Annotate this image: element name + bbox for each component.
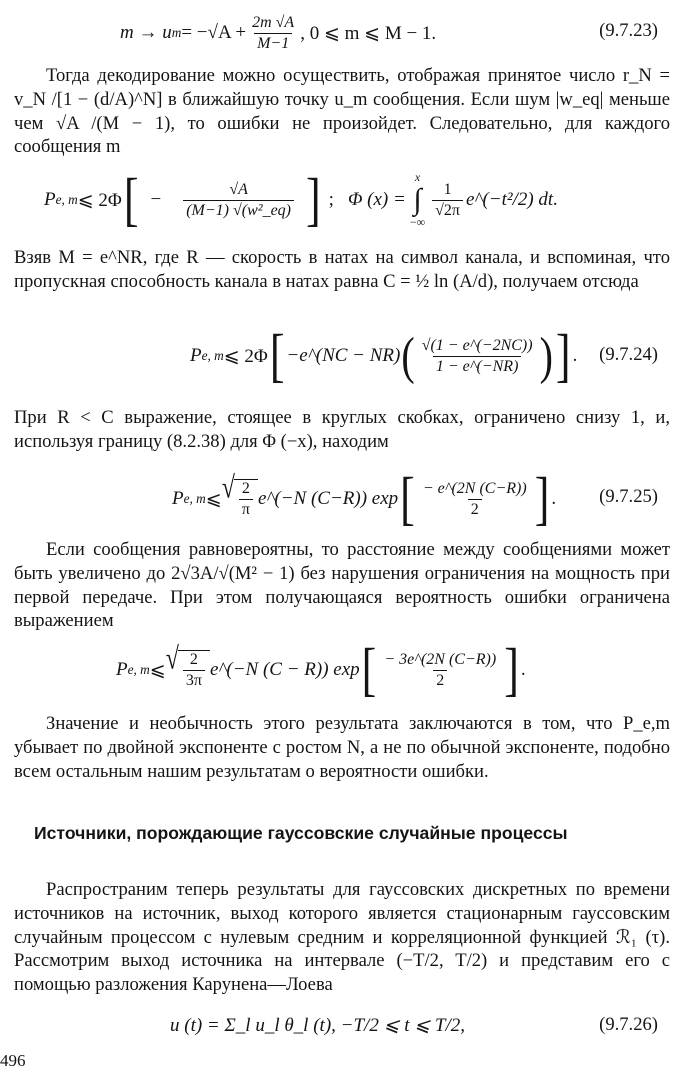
integrand-fraction <box>432 181 463 220</box>
fraction-denominator: π <box>239 499 253 519</box>
eq-lhs: P <box>190 345 202 366</box>
root-fraction <box>183 651 205 690</box>
equation-number: (9.7.24) <box>599 344 658 365</box>
paragraph-rate-capacity: Взяв M = e^NR, где R — скорость в натах на символ канала, и вспоминая, что пропускная способность канала в натах равна C = ½ ln (A/d), получаем отсюда <box>14 247 670 292</box>
fraction-numerator: 2 <box>241 480 250 497</box>
eq-rel: ⩽ <box>205 488 222 510</box>
integral <box>410 170 425 230</box>
eq-lhs: P <box>116 659 128 680</box>
paragraph-gaussian-sources: Распространим теперь результаты для гауссовских дискретных по времени источников на источник, выход которого является стационарным гауссовским случайным процессом с нулевым средним и корреляционной функцией ℛ₁ (τ). Рассмотрим выход источника на интервале (−T/2, T/2) и представим его с помощью разложения Карунена—Лоева <box>14 879 670 996</box>
equation-body: u (t) = Σ_l u_l θ_l (t), −T/2 ⩽ t ⩽ T/2, <box>170 1015 466 1036</box>
left-paren: ( <box>401 326 415 385</box>
eq-tail: . <box>551 488 557 509</box>
paragraph-bound-below: При R < C выражение, стоящее в круглых скобках, ограничено снизу 1, и, используя границу (8.2.38) для Φ (−x), находим <box>14 407 670 452</box>
fraction <box>183 181 294 220</box>
equation-number: (9.7.23) <box>599 20 658 41</box>
equation-9-7-25: P e, m ⩽ √ $\frac{2}{\pi}$ e^(−N (C−R)) exp [ $\frac{- e\^{}(2N (C-R))}{2}$ ] . (9.7.25) <box>172 465 658 532</box>
eq-range: , 0 ⩽ m ⩽ M − 1. <box>300 22 437 44</box>
paragraph-equiprobable: Если сообщения равновероятны, то расстояние между сообщениями может быть увеличено до 2√3A/√(M² − 1) без нарушения ограничения на мощность при первой передаче. При этом получающаяся вероятность ошибки ограничена выражением <box>14 539 670 632</box>
fraction-numerator: √(1 − e^(−2NC)) <box>421 336 533 354</box>
right-bracket: ] <box>504 636 519 703</box>
equation-9-7-23: m → u m = −√A + $\frac{2m √A}{M-1}$ , 0 ⩽ m ⩽ M − 1. (9.7.23) <box>120 13 658 52</box>
equation-number: (9.7.26) <box>599 1014 658 1035</box>
right-paren: ) <box>539 326 553 385</box>
fraction-numerator: − 3e^(2N (C−R)) <box>384 650 497 668</box>
eq-rel: ⩽ <box>149 659 166 681</box>
eq-exponent-term: −e^(NC − NR) <box>286 345 401 366</box>
fraction-denominator: (M−1) √(w²_eq) <box>183 200 294 220</box>
integral-lower-limit: −∞ <box>409 215 426 229</box>
fraction <box>420 480 530 519</box>
square-root: √ $\frac{2}{3\pi}$ <box>166 650 210 690</box>
eq-lhs: m → u <box>120 22 172 43</box>
section-heading: Источники, порождающие гауссовские случайные процессы <box>34 823 568 843</box>
fraction-denominator: √2π <box>432 200 463 220</box>
equation-error-bound-phi: P e, m ⩽ 2Φ [ − $\frac{√A}{\text{(M−1) √(w²\_eq)}}$ ] ; Φ (x) = x ∫ −∞ $\frac{1}{√2\pi}$ e^(−t²/2) dt. <box>44 166 558 233</box>
fraction <box>381 651 499 690</box>
square-root: √ $\frac{2}{\pi}$ <box>222 479 258 519</box>
eq-exponent-term: e^(−N (C−R)) exp <box>257 488 399 509</box>
left-bracket: [ <box>400 465 415 532</box>
left-bracket: [ <box>361 636 377 703</box>
integrand-tail: e^(−t²/2) dt. <box>466 189 558 210</box>
eq-minus: − <box>150 189 162 210</box>
fraction-numerator: 2m √A <box>252 13 295 31</box>
paragraph-decoding: Тогда декодирование можно осуществить, отображая принятое число r_N = v_N /[1 − (d/A)^N] в ближайшую точку u_m сообщения. Если шум |w_eq| меньше чем √A /(M − 1), то ошибки не произойдет. Следовательно, для каждого сообщения m <box>14 65 670 158</box>
fraction-denominator: M−1 <box>254 33 292 53</box>
integral-sign: ∫ <box>413 183 422 216</box>
root-fraction <box>239 480 253 519</box>
fraction-numerator: √A <box>229 180 248 198</box>
paragraph-double-exponent: Значение и необычность этого результата заключаются в том, что P_e,m убывает по двойной экспоненте с ростом N, а не по обычной экспоненте, подобно всем остальным нашим результатам о вероятности ошибки. <box>14 713 670 782</box>
equation-9-7-24: P e, m ⩽ 2Φ [ −e^(NC − NR) ( $\frac{√(1 - e\^{}(-2NC))}{1 - e\^{}(-NR)}$ ) ] . (9.7.24) <box>190 322 658 389</box>
eq-lhs: P <box>172 488 184 509</box>
equation-equiprobable-bound: P e, m ⩽ √ $\frac{2}{3\pi}$ e^(−N (C − R)) exp [ $\frac{- 3e\^{}(2N (C-R))}{2}$ ] . <box>116 636 526 703</box>
left-bracket: [ <box>123 166 139 233</box>
integral-upper-limit: x <box>414 170 421 184</box>
fraction-denominator: 3π <box>183 670 205 690</box>
fraction <box>419 337 536 376</box>
equation-9-7-26 <box>0 1008 684 1048</box>
right-bracket: ] <box>534 465 550 532</box>
left-bracket: [ <box>269 322 285 389</box>
eq-separator: ; <box>328 189 334 210</box>
fraction-numerator: 1 <box>443 180 452 198</box>
fraction-numerator: − e^(2N (C−R)) <box>422 479 527 497</box>
eq-exponent-term: e^(−N (C − R)) exp <box>209 659 360 680</box>
fraction-denominator: 1 − e^(−NR) <box>433 356 522 376</box>
eq-tail: . <box>572 345 578 366</box>
fraction <box>249 14 297 53</box>
eq-rel: ⩽ 2Φ <box>223 345 268 367</box>
eq-tail: . <box>520 659 526 680</box>
phi-definition-lhs: Φ (x) = <box>347 189 406 210</box>
equation-number: (9.7.25) <box>599 486 658 507</box>
right-bracket: ] <box>306 166 321 233</box>
fraction-denominator: 2 <box>433 670 447 690</box>
eq-lhs: P <box>44 189 56 210</box>
fraction-numerator: 2 <box>189 651 198 668</box>
eq-mid: = −√A + <box>181 22 247 43</box>
page-number: 496 <box>0 1051 26 1070</box>
eq-rel: ⩽ 2Φ <box>77 189 122 211</box>
right-bracket: ] <box>555 322 571 389</box>
fraction-denominator: 2 <box>468 499 482 519</box>
